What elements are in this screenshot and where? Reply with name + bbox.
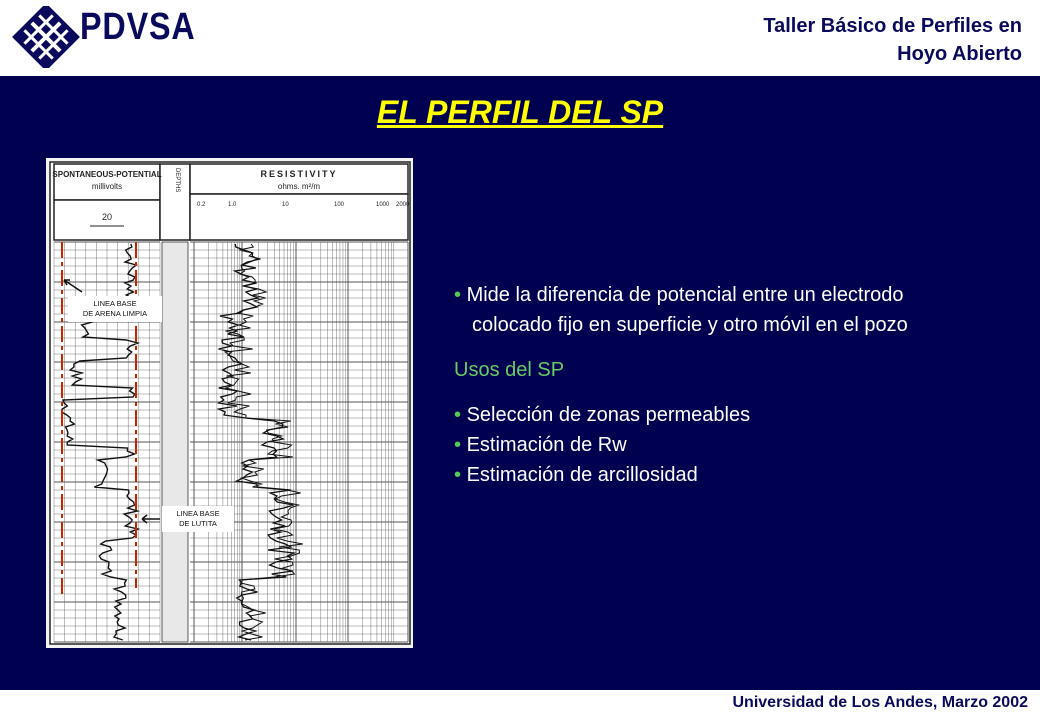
slide-body <box>0 76 1040 690</box>
course-title-line2: Hoyo Abierto <box>897 43 1022 65</box>
res-tick-label: 1000 <box>376 202 390 208</box>
sp-header-title: SPONTANEOUS-POTENTIAL <box>52 170 162 179</box>
bullet-item <box>454 430 1014 460</box>
slide-title: EL PERFIL DEL SP <box>376 94 664 130</box>
bullet-icon: • <box>454 284 462 306</box>
bullet-text: Mide la diferencia de potencial entre un electrodo <box>466 284 904 306</box>
bullet-item <box>454 400 1014 430</box>
course-title-line1: Taller Básico de Perfiles en <box>763 15 1022 37</box>
sp-scale-value: 20 <box>101 212 113 222</box>
header <box>0 0 1040 76</box>
slide-content <box>454 280 1014 490</box>
sp-log-figure <box>46 158 413 648</box>
bullet-text: Estimación de Rw <box>466 434 627 456</box>
bullet-text-continued: colocado fijo en superficie y otro móvil en el pozo <box>472 314 908 336</box>
bullet-text: Estimación de arcillosidad <box>466 464 698 486</box>
sp-log-chart <box>46 158 413 648</box>
course-title <box>763 12 1022 68</box>
res-tick-label: 100 <box>334 202 345 208</box>
res-tick-label: 0.2 <box>197 202 206 208</box>
depth-header: DEPTHS <box>174 168 180 193</box>
sp-header-unit: millivolts <box>91 182 123 191</box>
bullet-text: Selección de zonas permeables <box>466 404 751 426</box>
brand-name: PDVSA <box>80 6 196 48</box>
res-header-title: RESISTIVITY <box>260 169 338 179</box>
res-tick-label: 1.0 <box>228 202 237 208</box>
bullet-icon: • <box>454 464 462 486</box>
res-tick-label: 10 <box>282 202 289 208</box>
bullet-icon: • <box>454 404 462 426</box>
uses-heading: Usos del SP <box>454 359 565 381</box>
clean-sand-label-line1: LINEA BASE <box>93 299 137 308</box>
footer-text: Universidad de Los Andes, Marzo 2002 <box>732 694 1028 711</box>
shale-label-line1: LINEA BASE <box>176 509 220 518</box>
bullet-item <box>454 280 1014 310</box>
bullet-icon: • <box>454 434 462 456</box>
res-tick-label: 2000 <box>396 202 410 208</box>
res-header-unit: ohms. m²/m <box>277 182 321 191</box>
bullet-item <box>454 460 1014 490</box>
footer <box>0 690 1040 720</box>
shale-label-line2: DE LUTITA <box>179 519 217 528</box>
clean-sand-label-line2: DE ARENA LIMPIA <box>82 309 148 318</box>
